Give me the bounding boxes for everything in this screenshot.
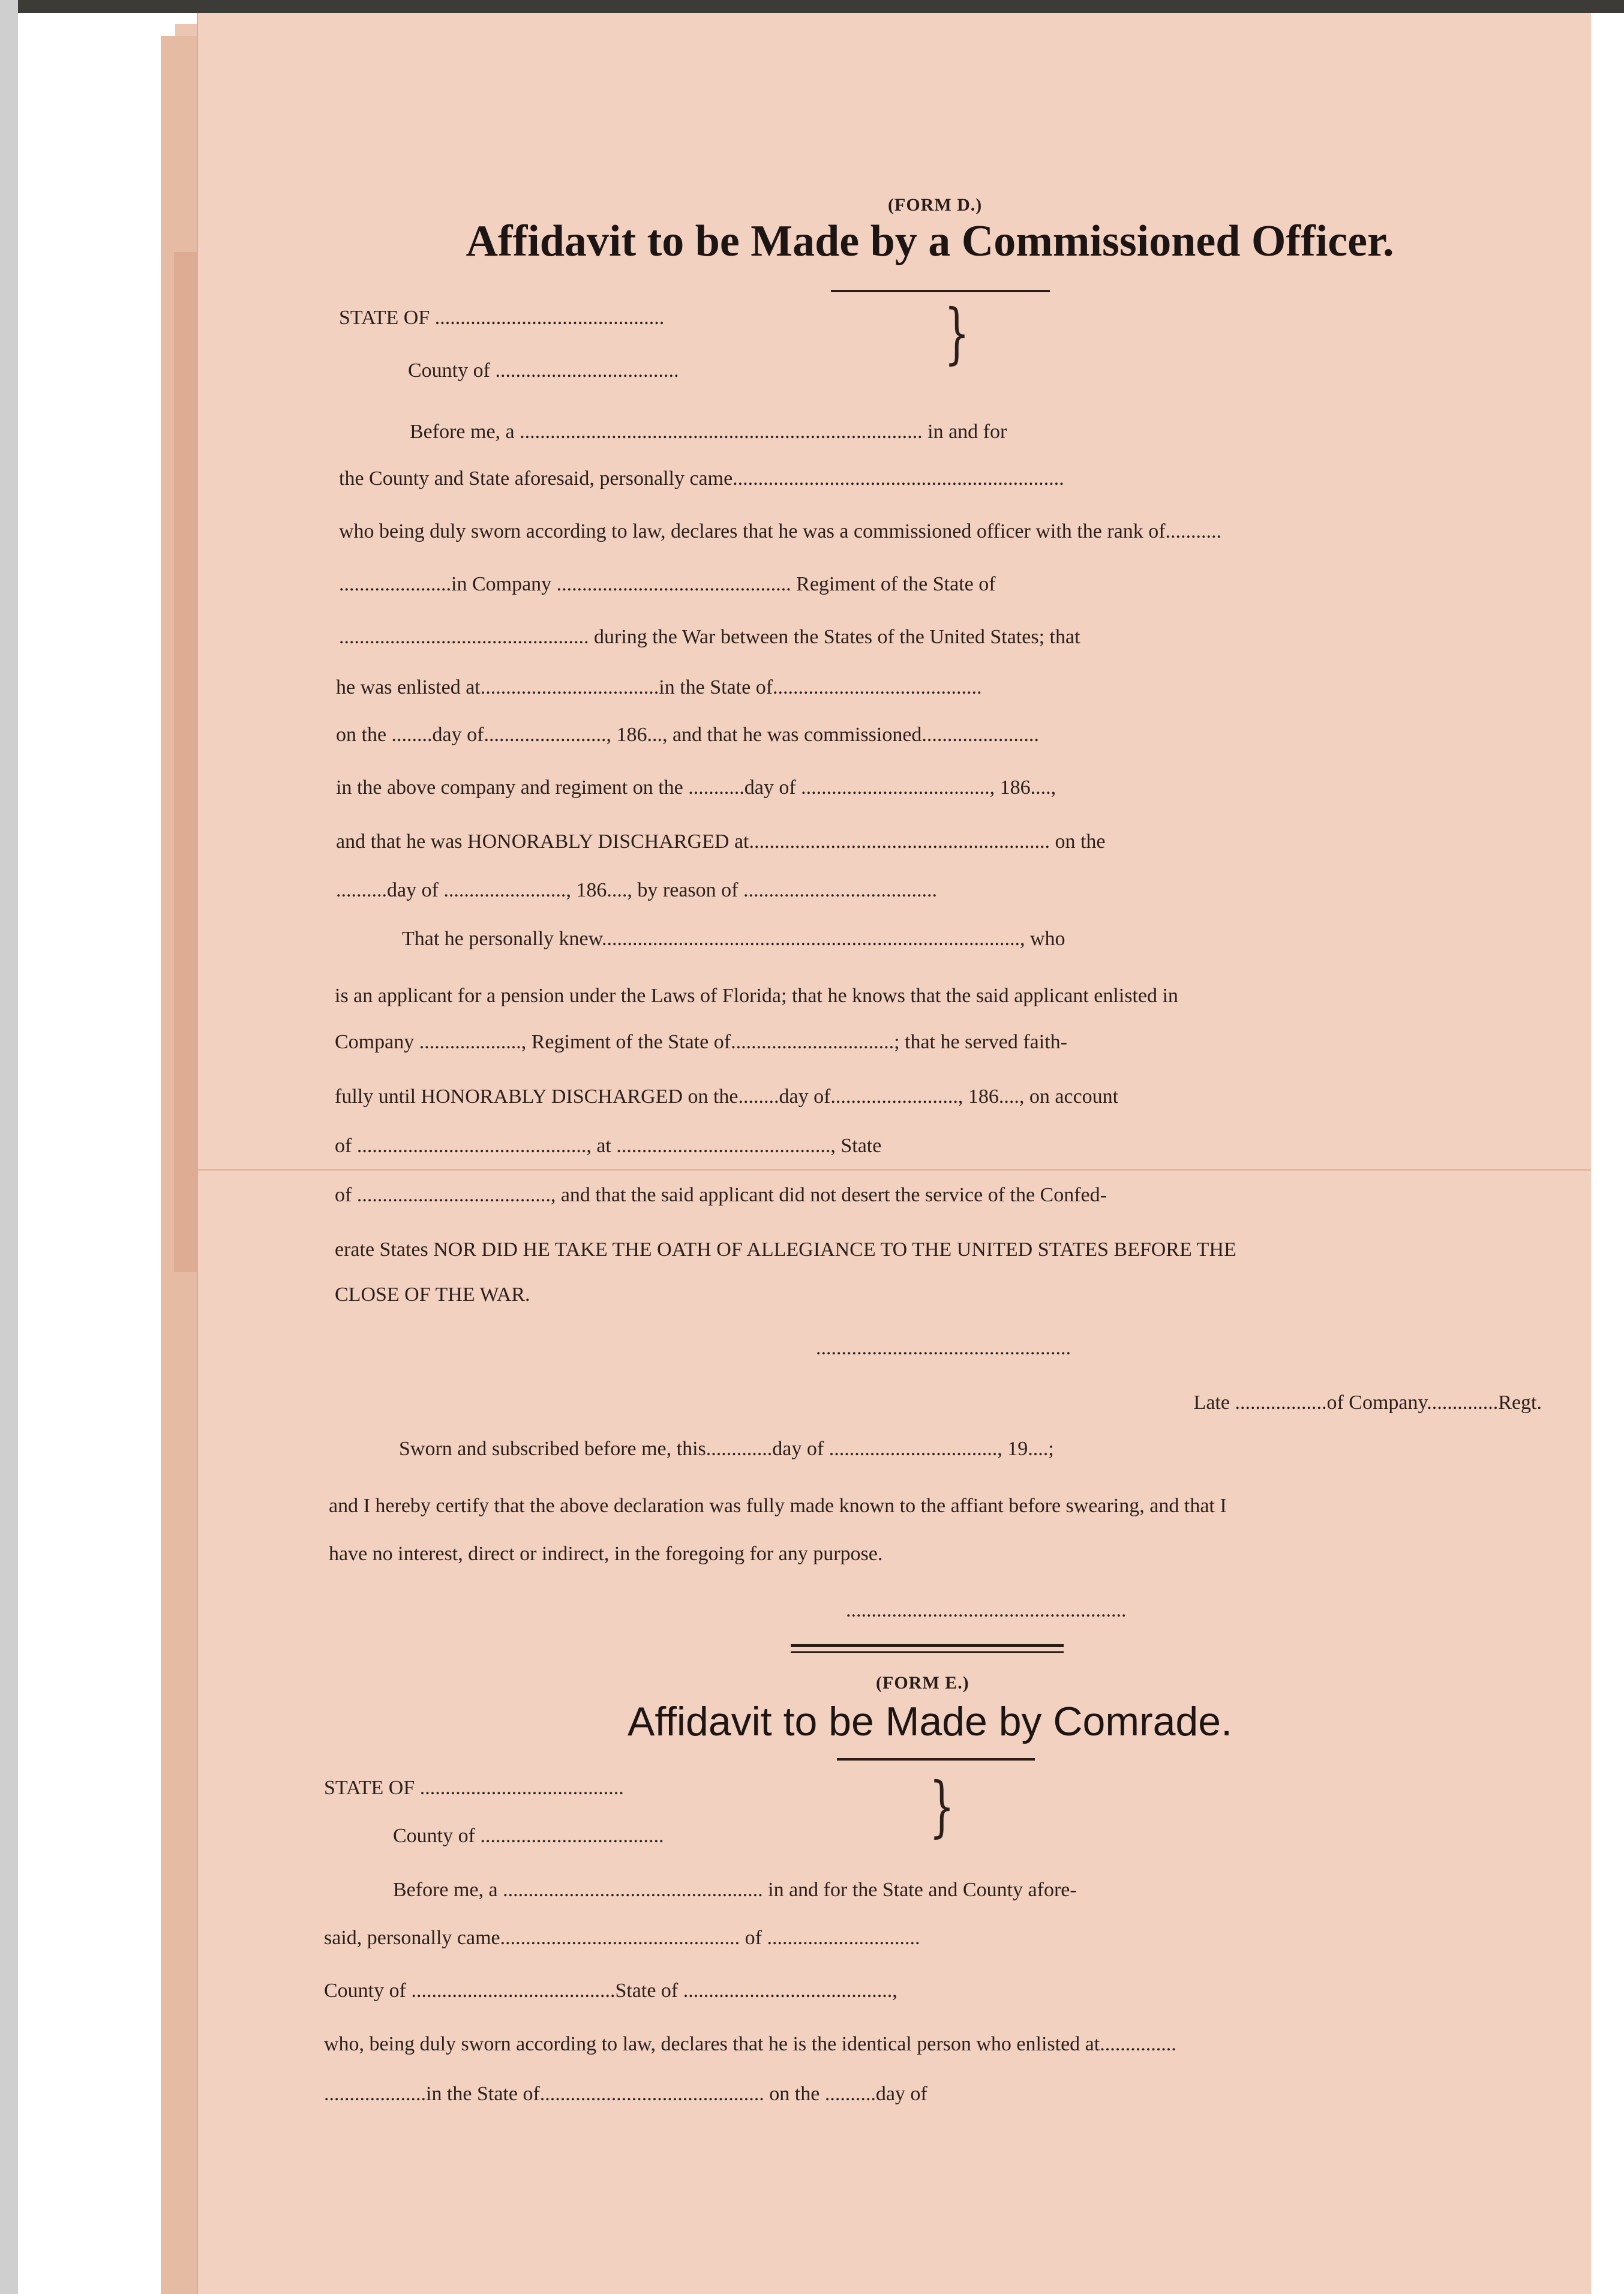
form-d-line: CLOSE OF THE WAR.: [335, 1284, 530, 1306]
form-d-line: he was enlisted at...................................in the State of.........................................: [336, 676, 982, 698]
jurat-line: have no interest, direct or indirect, in the foregoing for any purpose.: [329, 1543, 883, 1565]
form-e-line: County of ....................................: [393, 1825, 664, 1847]
form-d-line: and that he was HONORABLY DISCHARGED at........................................................... on the: [336, 830, 1106, 853]
form-d-line: of ............................................., at .........................................., State: [335, 1135, 882, 1157]
jurat-line: and I hereby certify that the above declaration was fully made known to the affiant before swearing, and that I: [329, 1495, 1227, 1517]
form-e-line: said, personally came............................................... of ..............................: [324, 1927, 920, 1949]
section-separator-rule: [791, 1644, 1064, 1647]
late-company-regiment-line: Late ..................of Company..............Regt.: [1193, 1392, 1542, 1414]
page-fold-crease: [198, 1169, 1591, 1171]
form-e-tag: (FORM E.): [876, 1673, 969, 1693]
form-d-tag: (FORM D.): [888, 195, 983, 215]
form-e-line: Before me, a ................................................... in and for the State and County afore-: [393, 1879, 1077, 1901]
title-rule: [837, 1758, 1035, 1761]
form-d-line: ................................................. during the War between the States of the United States; that: [339, 626, 1080, 648]
officer-signature-line: .......................................................: [846, 1599, 1127, 1621]
form-d-line: who being duly sworn according to law, declares that he was a commissioned officer with the rank of...........: [339, 520, 1222, 542]
form-d-line: County of ....................................: [408, 359, 679, 382]
form-d-line: Company ...................., Regiment of the State of................................; that he served faith-: [335, 1031, 1067, 1053]
form-e-line: County of ........................................State of .........................................,: [324, 1980, 897, 2002]
form-d-line: of ......................................, and that the said applicant did not desert the service of the Confed-: [335, 1184, 1107, 1206]
form-d-line: fully until HONORABLY DISCHARGED on the........day of........................., 186...., on account: [335, 1085, 1119, 1108]
form-d-line: Before me, a ............................................................................... in and for: [410, 421, 1007, 443]
title-rule: [831, 290, 1050, 292]
affiant-signature-line: ..................................................: [816, 1337, 1071, 1359]
form-d-line: ......................in Company .............................................. Regiment of the State of: [339, 573, 996, 595]
form-d-line: That he personally knew.................................................................................., who: [402, 928, 1065, 950]
form-d-line: on the ........day of........................, 186..., and that he was commissioned.......................: [336, 724, 1039, 746]
form-d-title: Affidavit to be Made by a Commissioned Officer.: [466, 217, 1394, 266]
jurat-line: Sworn and subscribed before me, this.............day of ................................., 19....;: [399, 1438, 1054, 1460]
scanner-left-margin: [0, 0, 18, 2294]
form-d-line: erate States NOR DID HE TAKE THE OATH OF ALLEGIANCE TO THE UNITED STATES BEFORE THE: [335, 1239, 1236, 1261]
form-d-line: STATE OF .............................................: [339, 307, 665, 329]
form-d-line: the County and State aforesaid, personally came.................................................................: [339, 467, 1064, 490]
section-separator-rule: [791, 1651, 1064, 1653]
form-e-line: who, being duly sworn according to law, declares that he is the identical person who enlisted at...............: [324, 2033, 1176, 2055]
state-county-brace: }: [929, 1768, 954, 1845]
form-d-line: is an applicant for a pension under the Laws of Florida; that he knows that the said applicant enlisted in: [335, 985, 1178, 1007]
form-d-line: in the above company and regiment on the ...........day of ....................................., 186....,: [336, 776, 1056, 799]
form-e-line: ....................in the State of............................................ on the ..........day of: [324, 2083, 927, 2105]
scanner-top-edge: [0, 0, 1624, 13]
state-county-brace: }: [944, 295, 969, 371]
form-e-title: Affidavit to be Made by Comrade.: [628, 1699, 1232, 1744]
form-e-line: STATE OF ........................................: [324, 1777, 624, 1799]
form-d-line: ..........day of ........................, 186...., by reason of ......................................: [336, 879, 937, 901]
